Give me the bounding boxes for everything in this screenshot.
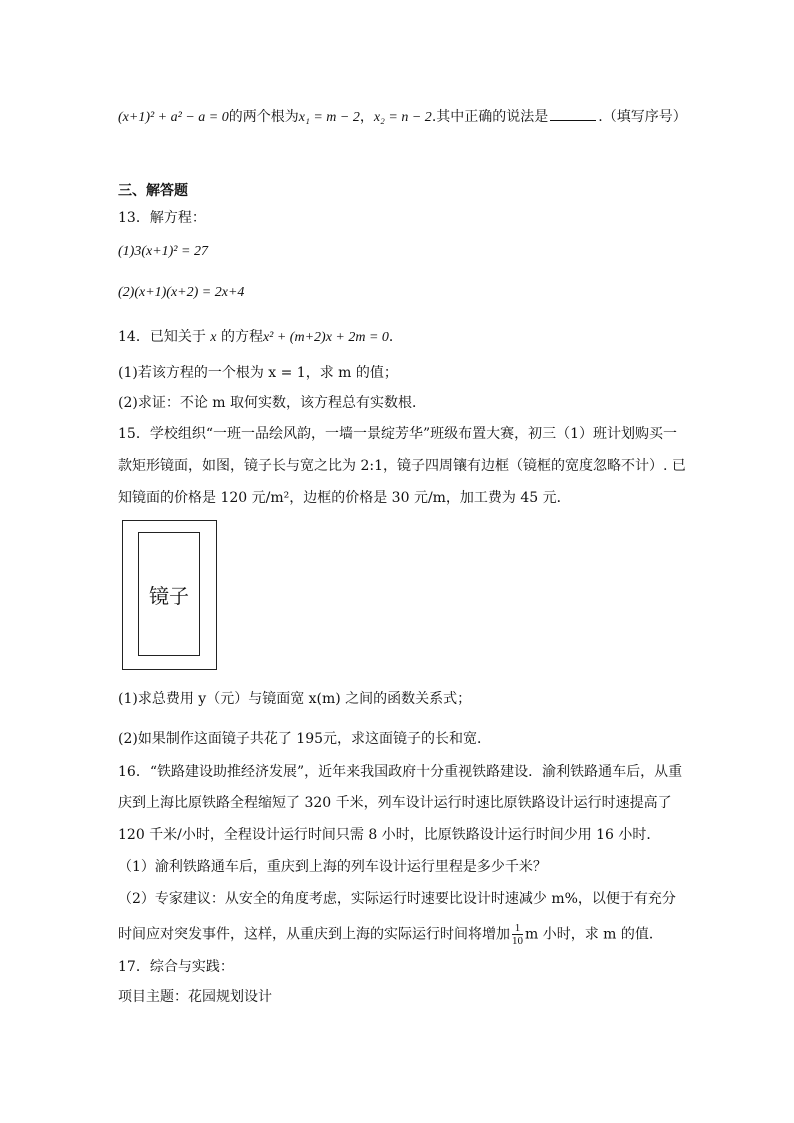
q12-text-1: 的两个根为 xyxy=(228,109,299,125)
q14-variable: x xyxy=(210,330,217,345)
q14-title-end: ． xyxy=(388,329,403,345)
q12-text-2: .其中正确的说法是 xyxy=(431,109,549,125)
q14-part-1: (1)若该方程的一个根为 x = 1，求 m 的值； xyxy=(118,365,398,381)
q12-text-3: .（填写序号） xyxy=(598,109,687,125)
q16-line-3: 120 千米/小时，全程设计运行时间只需 8 小时，比原铁路设计运行时间少用 16 小时． xyxy=(118,827,661,843)
q14-equation: x² + (m+2)x + 2m = 0 xyxy=(262,330,389,345)
answer-blank[interactable] xyxy=(550,108,596,121)
section-heading: 三、解答题 xyxy=(118,183,188,199)
q14-title-mid: 的方程 xyxy=(220,329,263,345)
q14-part-2: (2)求证：不论 m 取何实数，该方程总有实数根． xyxy=(118,395,427,411)
q15-part-2: (2)如果制作这面镜子共花了 195元，求这面镜子的长和宽． xyxy=(118,731,492,747)
mirror-glass: 镜子 xyxy=(138,532,200,656)
q16-line-2: 庆到上海比原铁路全程缩短了 320 千米，列车设计运行时速比原铁路设计运行时速提高了 xyxy=(118,795,672,811)
q13-part-2: (2)(x+1)(x+2) = 2x+4 xyxy=(118,285,245,300)
q15-line-3: 知镜面的价格是 120 元/m²，边框的价格是 30 元/m，加工费为 45 元． xyxy=(118,490,571,506)
fraction-denominator: 10 xyxy=(512,935,523,947)
q14-title-pre: 14．已知关于 xyxy=(118,329,206,345)
q15-line-2: 款矩形镜面，如图，镜子长与宽之比为 2:1，镜子四周镶有边框（镜框的宽度忽略不计）. 已 xyxy=(118,458,686,474)
q16-part-3-post: m 小时，求 m 的值． xyxy=(525,926,663,943)
q12-root-2: x₂ = n − 2 xyxy=(373,110,432,125)
q12-equation: (x+1)² + a² − a = 0 xyxy=(118,110,229,125)
q16-part-1: （1）渝利铁路通车后，重庆到上海的列车设计运行里程是多少千米？ xyxy=(118,859,547,875)
q16-part-3 xyxy=(118,922,663,947)
q16-part-2: （2）专家建议：从安全的角度考虑，实际运行时速要比设计时速减少 m%，以便于有充分 xyxy=(118,891,676,907)
q13-part-1: (1)3(x+1)² = 27 xyxy=(118,244,208,259)
q13-title: 13．解方程： xyxy=(118,210,206,226)
q16-part-3-pre: 时间应对突发事件，这样，从重庆到上海的实际运行时间将增加 xyxy=(118,926,510,943)
q14-title xyxy=(118,328,403,347)
q16-line-1: 16．“铁路建设助推经济发展”，近年来我国政府十分重视铁路建设．渝利铁路通车后，从重 xyxy=(118,764,683,780)
q15-line-1: 15．学校组织“一班一品绘风韵，一墙一景绽芳华”班级布置大赛，初三（1）班计划购买一 xyxy=(118,426,678,442)
q12-tail-line xyxy=(118,108,687,127)
q15-part-1: (1)求总费用 y（元）与镜面宽 x(m) 之间的函数关系式； xyxy=(118,691,472,707)
fraction-numerator: 1 xyxy=(512,922,523,935)
fraction-one-tenth xyxy=(512,922,523,947)
q12-comma: ， xyxy=(359,109,374,125)
q12-root-1: x₁ = m − 2 xyxy=(298,110,360,125)
q17-title: 17．综合与实践： xyxy=(118,959,234,975)
q17-topic: 项目主题：花园规划设计 xyxy=(118,989,272,1005)
